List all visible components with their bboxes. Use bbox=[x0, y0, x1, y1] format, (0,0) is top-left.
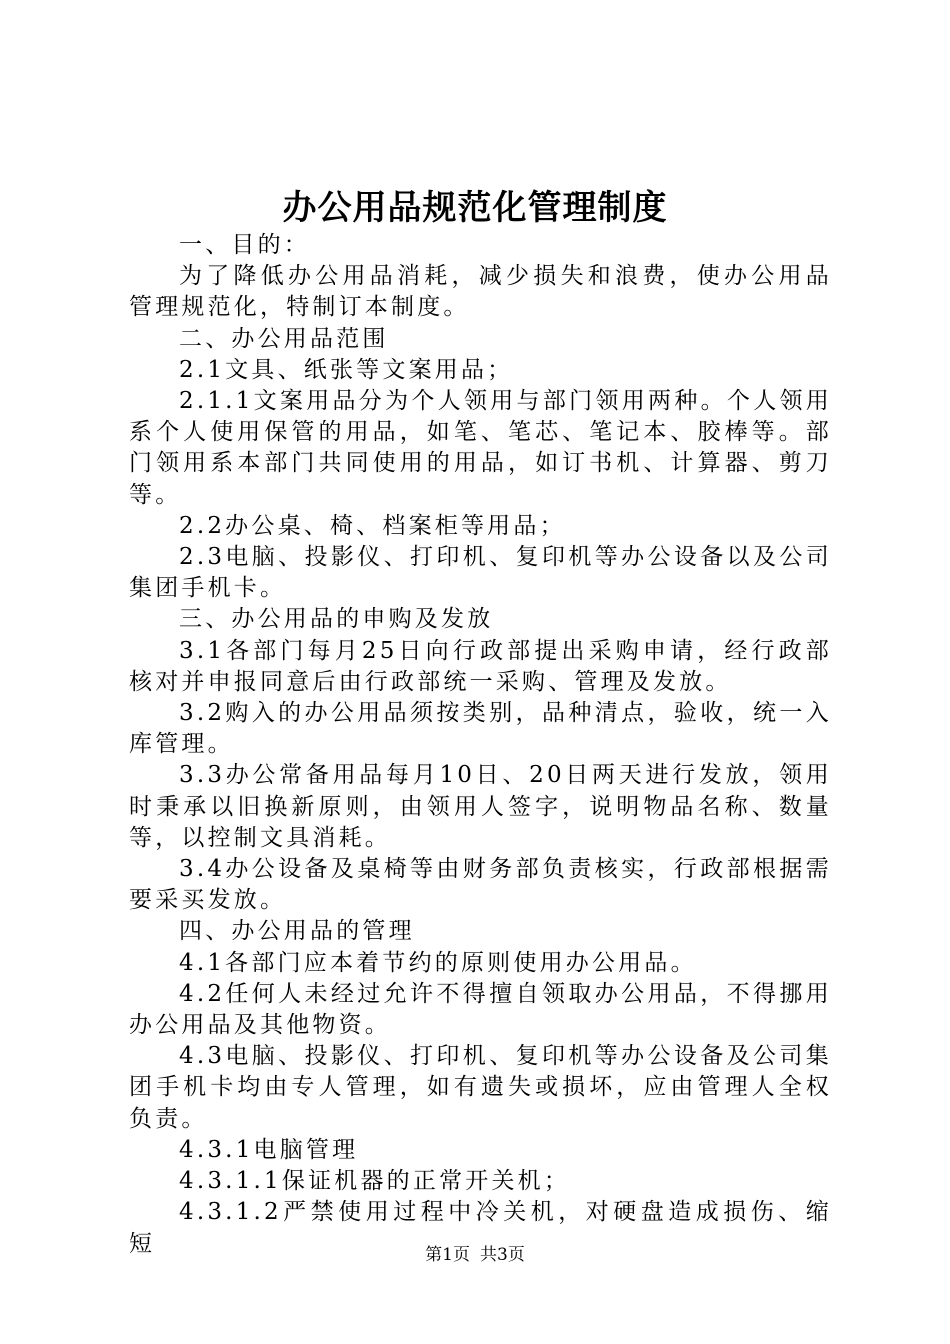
paragraph: 4.3电脑、投影仪、打印机、复印机等办公设备及公司集团手机卡均由专人管理，如有遗失或损坏，应由管理人全权负责。 bbox=[129, 1043, 832, 1132]
paragraph: 4.3.1.1保证机器的正常开关机； bbox=[179, 1168, 571, 1195]
page-footer bbox=[0, 1243, 950, 1267]
section-heading: 二、办公用品范围 bbox=[179, 325, 389, 352]
paragraph: 3.2购入的办公用品须按类别，品种清点，验收，统一入库管理。 bbox=[129, 700, 832, 758]
section-heading: 一、目的： bbox=[179, 232, 310, 258]
paragraph: 3.3办公常备用品每月10日、20日两天进行发放，领用时秉承以旧换新原则，由领用人签字，说明物品名称、数量等，以控制文具消耗。 bbox=[129, 762, 832, 851]
paragraph: 2.3电脑、投影仪、打印机、复印机等办公设备以及公司集团手机卡。 bbox=[129, 544, 832, 602]
document-body bbox=[129, 230, 832, 1260]
paragraph: 4.1各部门应本着节约的原则使用办公用品。 bbox=[179, 949, 697, 976]
page-number-current: 第1页 bbox=[425, 1245, 470, 1265]
paragraph: 2.1.1文案用品分为个人领用与部门领用两种。个人领用系个人使用保管的用品，如笔、笔芯、笔记本、胶棒等。部门领用系本部门共同使用的用品，如订书机、计算器、剪刀等。 bbox=[129, 388, 832, 508]
section-heading: 四、办公用品的管理 bbox=[179, 918, 415, 945]
paragraph: 3.1各部门每月25日向行政部提出采购申请，经行政部核对并申报同意后由行政部统一采购、管理及发放。 bbox=[129, 637, 832, 695]
paragraph: 4.3.1电脑管理 bbox=[179, 1136, 359, 1163]
section-heading: 三、办公用品的申购及发放 bbox=[179, 606, 494, 633]
paragraph: 为了降低办公用品消耗，减少损失和浪费，使办公用品管理规范化，特制订本制度。 bbox=[129, 263, 832, 321]
paragraph: 2.1文具、纸张等文案用品； bbox=[179, 356, 514, 383]
paragraph: 4.3.1.2严禁使用过程中冷关机，对硬盘造成损伤、缩短 bbox=[129, 1199, 832, 1257]
paragraph: 3.4办公设备及桌椅等由财务部负责核实，行政部根据需要采买发放。 bbox=[129, 856, 832, 914]
paragraph: 4.2任何人未经过允许不得擅自领取办公用品，不得挪用办公用品及其他物资。 bbox=[129, 980, 832, 1039]
page-number-total: 共3页 bbox=[480, 1245, 525, 1265]
paragraph: 2.2办公桌、椅、档案柜等用品； bbox=[179, 512, 566, 539]
document-title: 办公用品规范化管理制度 bbox=[282, 188, 668, 228]
